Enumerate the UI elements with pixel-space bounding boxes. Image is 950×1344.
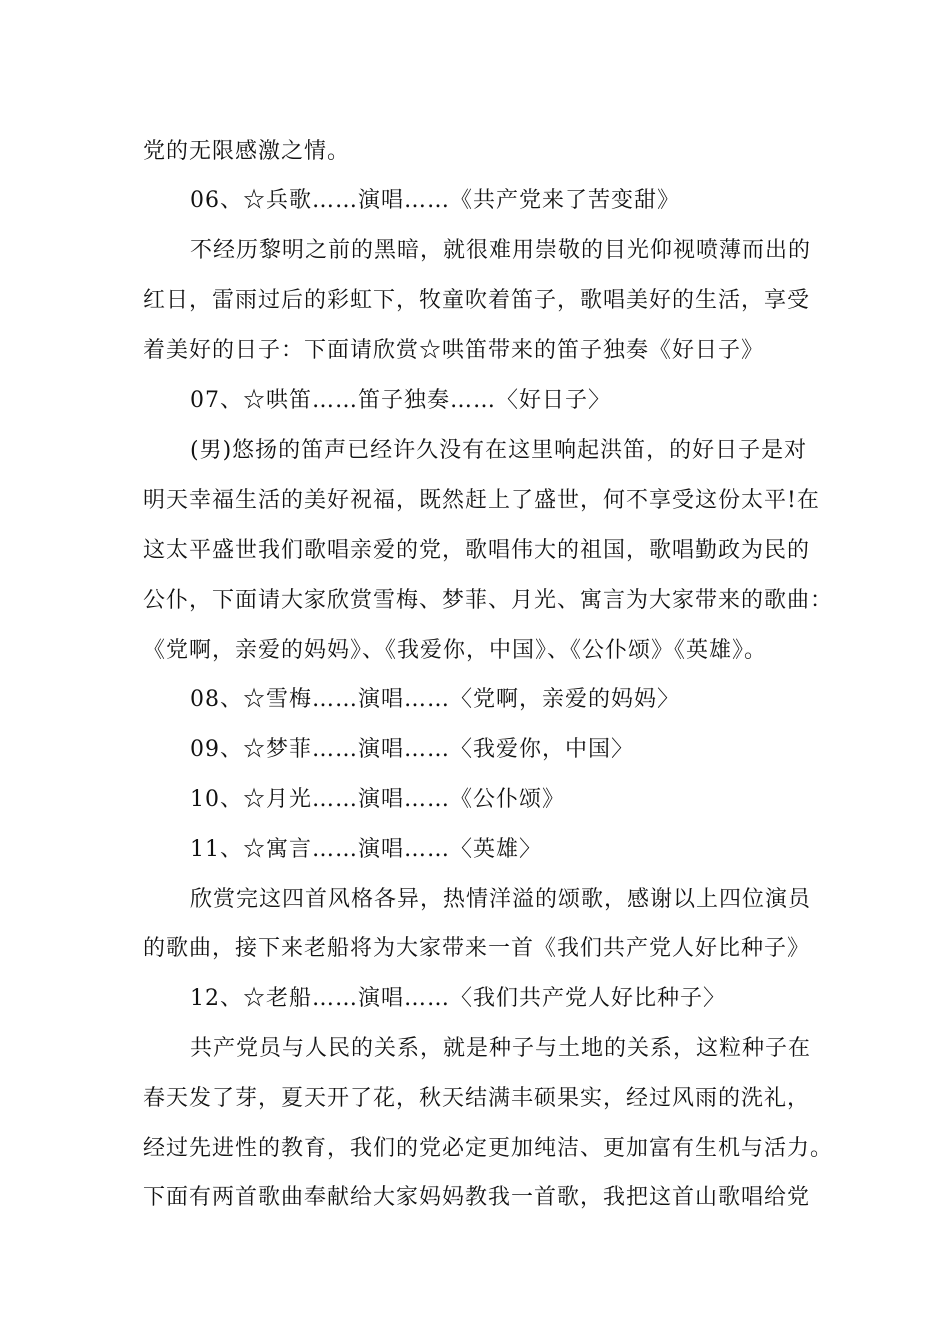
paragraph-line: 着美好的日子：下面请欣赏☆哄笛带来的笛子独奏《好日子》	[143, 338, 765, 363]
program-item-10: 10、☆月光……演唱……《公仆颂》	[190, 787, 565, 812]
paragraph-line: 明天幸福生活的美好祝福，既然赶上了盛世，何不享受这份太平!在	[143, 488, 820, 513]
paragraph-line: 这太平盛世我们歌唱亲爱的党，歌唱伟大的祖国，歌唱勤政为民的	[143, 538, 811, 563]
paragraph-line: 春天发了芽，夏天开了花，秋天结满丰硕果实，经过风雨的洗礼，	[143, 1086, 811, 1111]
paragraph-line: 公仆，下面请大家欣赏雪梅、梦菲、月光、寓言为大家带来的歌曲：	[143, 588, 834, 613]
paragraph-line: 欣赏完这四首风格各异，热情洋溢的颂歌，感谢以上四位演员	[190, 887, 812, 912]
paragraph-line: 共产党员与人民的关系，就是种子与土地的关系，这粒种子在	[190, 1036, 812, 1061]
program-item-12: 12、☆老船……演唱……〈我们共产党人好比种子〉	[190, 986, 726, 1011]
program-item-07: 07、☆哄笛……笛子独奏……〈好日子〉	[190, 388, 611, 413]
paragraph-line: (男)悠扬的笛声已经许久没有在这里响起洪笛，的好日子是对	[190, 438, 808, 463]
paragraph-line: 党的无限感激之情。	[143, 139, 351, 164]
program-item-08: 08、☆雪梅……演唱……〈党啊，亲爱的妈妈〉	[190, 687, 680, 712]
program-item-06: 06、☆兵歌……演唱……《共产党来了苦变甜》	[190, 188, 680, 213]
paragraph-line: 不经历黎明之前的黑暗，就很难用崇敬的目光仰视喷薄而出的	[190, 238, 812, 263]
program-item-09: 09、☆梦菲……演唱……〈我爱你，中国〉	[190, 737, 634, 762]
program-item-11: 11、☆寓言……演唱……〈英雄〉	[190, 837, 542, 862]
paragraph-line: 红日，雷雨过后的彩虹下，牧童吹着笛子，歌唱美好的生活，享受	[143, 288, 811, 313]
paragraph-line: 《党啊，亲爱的妈妈》、《我爱你，中国》、《公仆颂》《英雄》。	[143, 638, 768, 663]
paragraph-line: 的歌曲，接下来老船将为大家带来一首《我们共产党人好比种子》	[143, 936, 811, 961]
paragraph-line: 下面有两首歌曲奉献给大家妈妈教我一首歌，我把这首山歌唱给党	[143, 1185, 811, 1210]
paragraph-line: 经过先进性的教育，我们的党必定更加纯洁、更加富有生机与活力。	[143, 1136, 834, 1161]
